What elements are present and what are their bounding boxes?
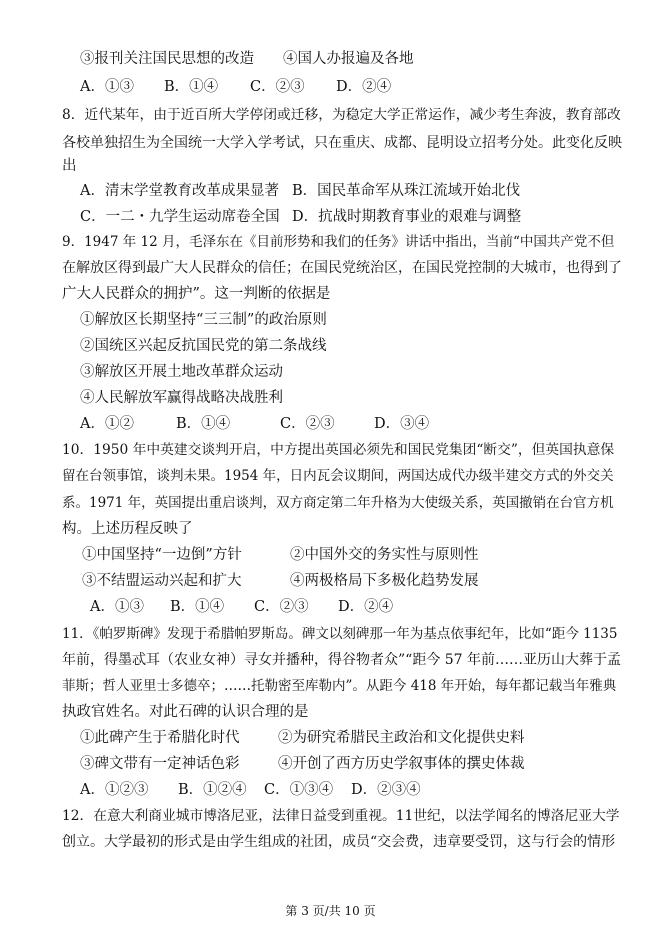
q10-option-c: C．②③: [254, 599, 309, 615]
q11-stem-line-3: 菲斯；哲人亚里士多德卒；……托勒密至库勒内”。从距今 418 年开始，每年都记载当年雅典: [62, 678, 617, 694]
q11-item-4: ④开创了西方历史学叙事体的撰史体裁: [278, 756, 525, 772]
q11-items-row-1: [80, 728, 621, 748]
q10-stem-line-2: 留在台领事馆，谈判未果。1954 年，日内瓦会议期间，两国达成代办级半建交方式的外交关: [62, 468, 614, 484]
q10-item-2: ②中国外交的务实性与原则性: [290, 547, 479, 563]
q11-stem-line-4: 执政官姓名。对此石碑的认识合理的是: [62, 704, 309, 720]
q8-option-d: D．抗战时期教育事业的艰难与调整: [292, 209, 522, 225]
q9-stem-line-2: 在解放区得到最广大人民群众的信任；在国民党统治区，在国民党控制的大城市，也得到了: [62, 260, 622, 276]
q11-option-c: C．①③④: [264, 782, 334, 798]
q10-stem-line-1: 10．1950 年中英建交谈判开启，中方提出英国必须先和国民党集团“断交”，但英国执意保: [62, 442, 615, 458]
q8-stem-line-3: 出: [62, 158, 77, 174]
q10-stem-line-4: 构。上述历程反映了: [62, 521, 193, 537]
q10-options: [90, 597, 621, 617]
q8-options-row-2: [80, 207, 621, 227]
q7-option-c: C．②③: [250, 79, 305, 95]
q11-item-3: ③碑文带有一定神话色彩: [80, 756, 240, 772]
q10-option-b: B．①④: [170, 599, 225, 615]
q9-item-1: ①解放区长期坚持“三三制”的政治原则: [80, 312, 327, 328]
q9-option-b: B．①④: [176, 416, 231, 432]
q10-item-3: ③不结盟运动兴起和扩大: [82, 573, 242, 589]
q11-stem-line-1: 11．《帕罗斯碑》发现于希腊帕罗斯岛。碑文以刻碑那一年为基点依事纪年，比如“距今 1135: [62, 626, 618, 642]
q9-option-a: A．①②: [80, 416, 134, 432]
q9-stem-line-1: 9．1947 年 12 月，毛泽东在《目前形势和我们的任务》讲话中指出，当前“中国共产党不但: [62, 234, 615, 250]
q8-options-row-1: [80, 181, 621, 201]
q10-item-4: ④两极格局下多极化趋势发展: [290, 573, 479, 589]
q9-option-d: D．③④: [374, 416, 430, 432]
q9-item-4: ④人民解放军赢得战略决战胜利: [80, 390, 283, 406]
q7-item-3-4: ③报刊关注国民思想的改造 ④国人办报遍及各地: [80, 51, 414, 67]
q8-option-a: A．清末学堂教育改革成果显著: [80, 183, 279, 199]
q11-option-d: D．②③④: [351, 782, 421, 798]
q11-option-b: B．①②④: [178, 782, 247, 798]
q11-item-2: ②为研究希腊民主政治和文化提供史料: [278, 730, 525, 746]
q10-items-row-1: [82, 545, 621, 565]
q8-option-c: C．一二・九学生运动席卷全国: [80, 209, 280, 225]
q11-items-row-2: [80, 754, 621, 774]
q10-items-row-2: [82, 571, 621, 591]
q8-stem-line-1: 8．近代某年，由于近百所大学停闭或迁移，为稳定大学正常运作，减少考生奔波，教育部改: [62, 107, 621, 123]
q9-stem-line-3: 广大人民群众的拥护”。这一判断的依据是: [62, 286, 331, 302]
q9-option-c: C．②③: [280, 416, 335, 432]
q11-option-a: A．①②③: [80, 782, 149, 798]
q10-stem-line-3: 系。1971 年，英国提出重启谈判，双方商定第二年升格为大使级关系，英国撤销在台官方机: [62, 495, 614, 511]
q9-item-2: ②国统区兴起反抗国民党的第二条战线: [80, 338, 327, 354]
q9-item-3: ③解放区开展土地改革群众运动: [80, 364, 283, 380]
q8-stem-line-2: 各校单独招生为全国统一大学入学考试，只在重庆、成都、昆明设立招考分处。此变化反映: [62, 135, 622, 151]
q8-option-b: B．国民革命军从珠江流域开始北伐: [292, 183, 521, 199]
q7-option-b: B．①④: [164, 79, 219, 95]
q11-item-1: ①此碑产生于希腊化时代: [80, 730, 240, 746]
q10-option-a: A．①③: [90, 599, 144, 615]
q7-options: [80, 77, 621, 97]
q7-option-d: D．②④: [336, 79, 392, 95]
q11-stem-line-2: 年前，得墨忒耳（农业女神）寻女并播种，得谷物者众”“距今 57 年前……亚历山大葬于孟: [62, 652, 622, 668]
q12-stem-line-2: 创立。大学最初的形式是由学生组成的社团，成员“交会费，违章要受罚，这与行会的情形: [62, 834, 616, 850]
q10-option-d: D．②④: [338, 599, 394, 615]
page-number: 第 3 页/共 10 页: [285, 904, 376, 918]
q10-item-1: ①中国坚持“一边倒”方针: [82, 547, 242, 563]
q12-stem-line-1: 12．在意大利商业城市博洛尼亚，法律日益受到重视。11世纪，以法学闻名的博洛尼亚大学: [62, 808, 620, 824]
q7-option-a: A．①③: [80, 79, 134, 95]
q9-options: [80, 414, 621, 434]
q11-options: [80, 780, 621, 800]
